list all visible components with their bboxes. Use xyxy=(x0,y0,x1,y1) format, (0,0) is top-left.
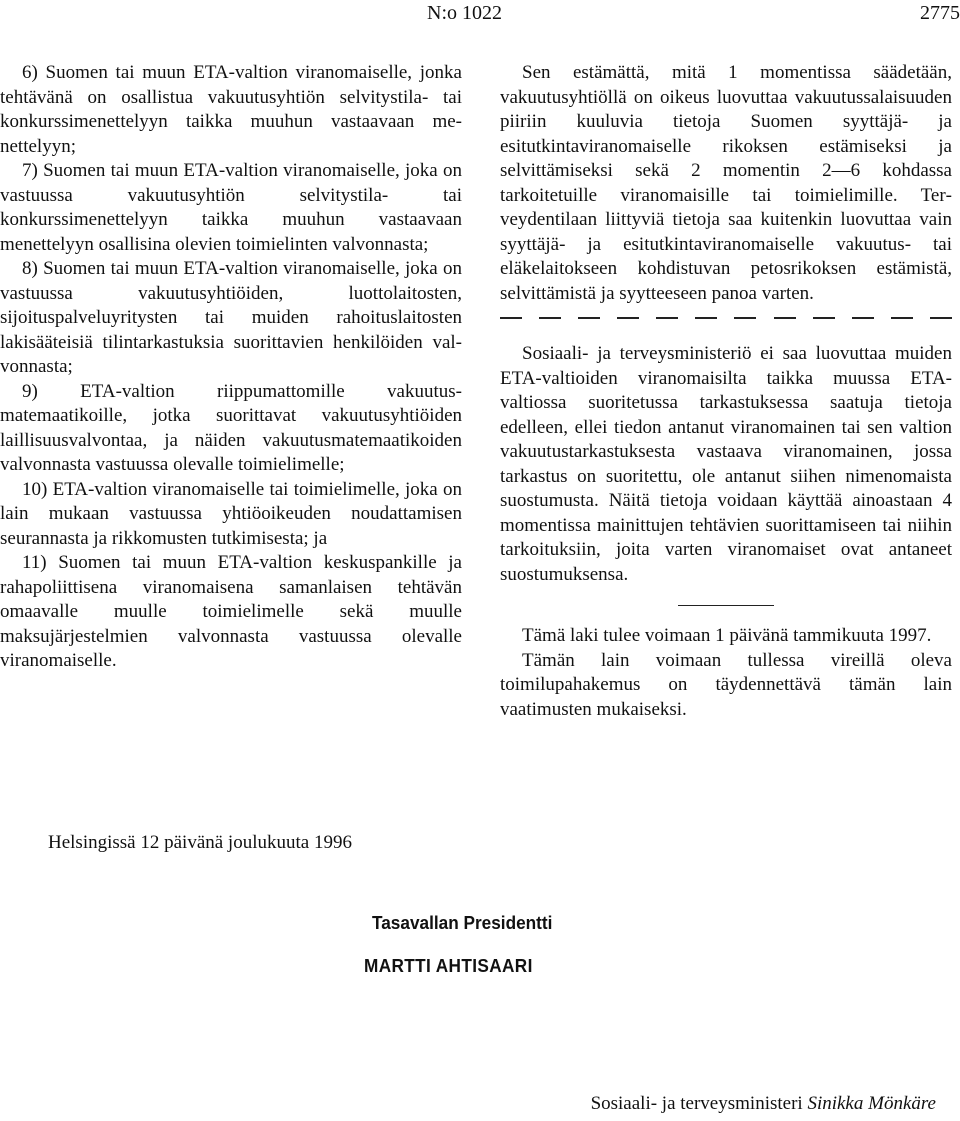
paragraph: Sosiaali- ja terveysministeriö ei saa luovuttaa muiden ETA-valtioiden viranomaisilta taikka muussa ETA-valtiossa suoritetussa tarkastuksessa saatuja tietoja edelleen, ellei tiedon antanut viranomainen tai sen valtion vakuutustarkastuksesta vastaava viranomainen, jossa tarkastus on suoritettu, ole antanut siihen nimenomaista suostumusta. Näitä tietoja voidaan käyttää ainoastaan 4 momentissa mainittujen tehtävien suorittamiseen tai niihin tarkoituksiin, joita varten viranomaiset ovat antaneet suostumuksensa. xyxy=(500,343,952,585)
list-item: 11) Suomen tai muun ETA-valtion keskuspankille ja rahapoliittisena viranomaisena samanlaisen tehtävän omaavalle muulle toimielimelle sekä muulle maksujärjestelmien valvonnasta vastuussa olevalle viranomaiselle. xyxy=(0,552,462,671)
page-header xyxy=(0,0,960,30)
paragraph: Tämän lain voimaan tullessa vireillä oleva toimilupahakemus on täydennettävä tämän lain vaatimusten mukaiseksi. xyxy=(500,649,952,720)
list-item: 8) Suomen tai muun ETA-valtion viranomaiselle, joka on vastuussa vakuutusyhtiöiden, luottolaitosten, sijoituspalveluyritysten tai muiden rahoituslaitosten lakisääteisiä tilintarkastuksia suorittavien henkilöiden valvonnasta; xyxy=(0,258,462,377)
divider xyxy=(678,605,774,606)
right-column xyxy=(500,61,952,722)
list-item: 10) ETA-valtion viranomaiselle tai toimielimelle, joka on lain mukaan vastuussa yhtiöoikeuden noudattamisen seurannasta ja rikkomusten tutkimisesta; ja xyxy=(0,478,462,549)
president-title: Tasavallan Presidentti xyxy=(372,912,553,933)
list-item: 7) Suomen tai muun ETA-valtion viranomaiselle, joka on vastuussa vakuutusyhtiön selvitystila- tai konkurssimenettelyyn taikka muuhun vastaavaan menettelyyn osallisina olevien toimielinten valvonnasta; xyxy=(0,160,462,255)
page-number: 2775 xyxy=(920,2,960,24)
omission-dash-separator xyxy=(500,306,952,330)
paragraph: Sen estämättä, mitä 1 momentissa säädetään, vakuutusyhtiöllä on oikeus luovuttaa vakuutussalaisuuden piiriin kuuluvia tietoja Suomen syyttäjä- ja esitutkintaviranomaiselle rikoksen estämiseksi ja selvittämiseksi sekä 2 momentin 2—6 kohdassa tarkoitetuille viranomaisille tai toimielimille. Terveydentilaan liittyviä tietoja saa kuitenkin luovuttaa vain syyttäjä- ja esitutkintaviranomaiselle vakuutus- tai eläkelaitokseen kohdistuvan petosrikoksen estämistä, selvittämistä ja syytteeseen panoa varten. xyxy=(500,62,952,304)
list-item: 6) Suomen tai muun ETA-valtion viranomaiselle, jonka tehtävänä on osallistua vakuutusyhtiön selvitystila- tai konkurssimenettelyyn taikka muuhun vastaavaan menettelyyn; xyxy=(0,62,462,157)
president-name: MARTTI AHTISAARI xyxy=(364,955,533,976)
signing-place-date: Helsingissä 12 päivänä joulukuuta 1996 xyxy=(48,832,352,853)
minister-title: Sosiaali- ja terveysministeri xyxy=(590,1093,803,1114)
paragraph: Tämä laki tulee voimaan 1 päivänä tammikuuta 1997. xyxy=(522,625,932,647)
minister-signature xyxy=(591,1092,936,1116)
list-item: 9) ETA-valtion riippumattomille vakuutusmatemaatikoille, jotka suorittavat vakuutusyhtiöiden laillisuusvalvontaa, ja näiden vakuutusmatemaatikoiden valvonnasta vastuussa olevalle toimielimelle; xyxy=(0,380,462,475)
left-column xyxy=(0,61,462,674)
minister-name: Sinikka Mönkäre xyxy=(807,1093,936,1114)
law-number: N:o 1022 xyxy=(427,2,502,24)
